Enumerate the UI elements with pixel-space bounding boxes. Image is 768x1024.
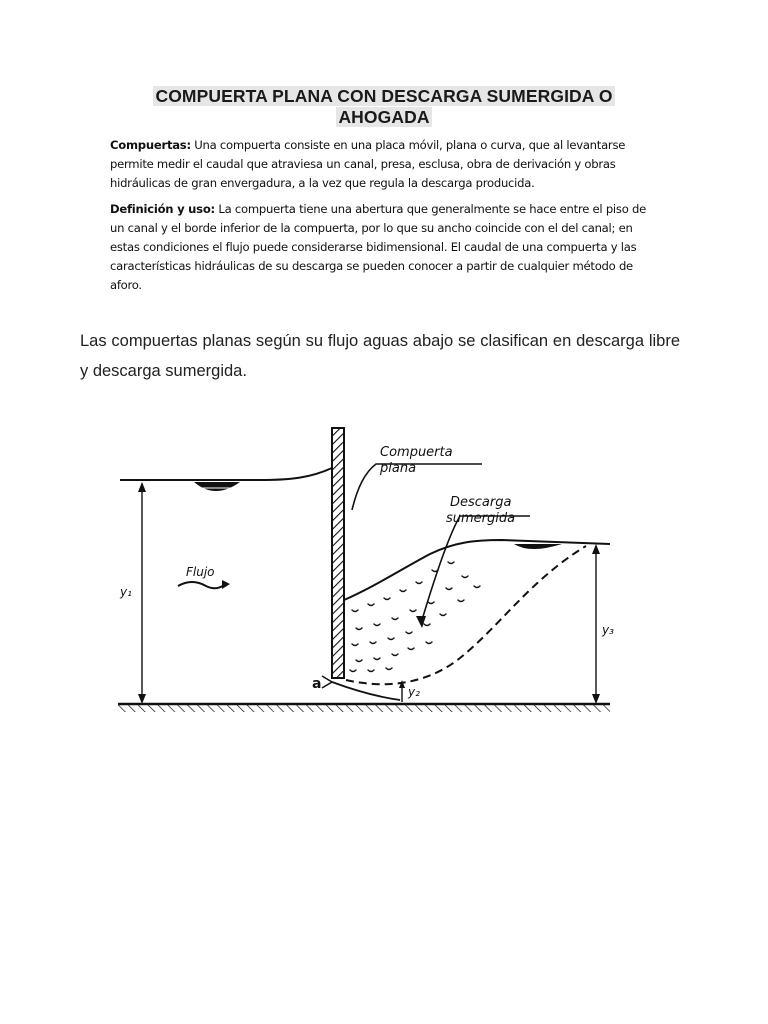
gate-label-line-1: Compuerta [380, 445, 453, 460]
sluice-gate-diagram [110, 420, 622, 740]
flow-arrow [178, 582, 224, 588]
title-line-1: COMPUERTA PLANA CON DESCARGA SUMERGIDA O [155, 86, 613, 106]
turbulence-marks [350, 562, 480, 672]
intro-text: Las compuertas planas según su flujo aguas abajo se clasifican en descarga libre y descarga sumergida. [80, 332, 680, 380]
y1-label: y₁ [120, 585, 132, 599]
opening-label: a [312, 676, 322, 692]
y2-label: y₂ [408, 685, 420, 699]
channel-floor [118, 704, 610, 712]
y1-dimension [138, 482, 146, 704]
paragraph-compuertas [110, 136, 658, 193]
downstream-water-surface [344, 540, 610, 600]
title-line-2: AHOGADA [338, 107, 430, 127]
downstream-water-symbol [514, 544, 562, 549]
text-definicion: La compuerta tiene una abertura que generalmente se hace entre el piso de un canal y el borde inferior de la compuerta, por lo que su ancho coincide con el del canal; en estas condiciones el flujo puede considerarse bidimensional. El caudal de una compuerta y las características hidráulicas de su descarga se pueden conocer a partir de cualquier método de aforo. [110, 202, 646, 292]
term-compuertas: Compuertas: [110, 138, 191, 152]
flow-label: Flujo [186, 565, 215, 579]
term-definicion: Definición y uso: [110, 202, 215, 216]
y3-dimension [592, 544, 600, 704]
upstream-water-surface [120, 468, 332, 480]
gate-plate [332, 428, 344, 678]
discharge-label-line-2: sumergida [446, 511, 516, 526]
upstream-water-symbol [194, 482, 240, 491]
text-compuertas: Una compuerta consiste en una placa móvil, plana o curva, que al levantarse permite medir el caudal que atraviesa un canal, presa, esclusa, obra de derivación y obras hidráulicas de gran envergadura, a la vez que regula la descarga producida. [110, 138, 626, 190]
gate-label-line-2: plana [380, 461, 417, 476]
paragraph-definicion [110, 200, 658, 295]
discharge-label-leader [422, 516, 530, 620]
document-title [110, 86, 658, 128]
discharge-label-line-1: Descarga [450, 495, 512, 510]
y3-label: y₃ [602, 623, 614, 637]
submerged-jet-profile [346, 546, 586, 684]
